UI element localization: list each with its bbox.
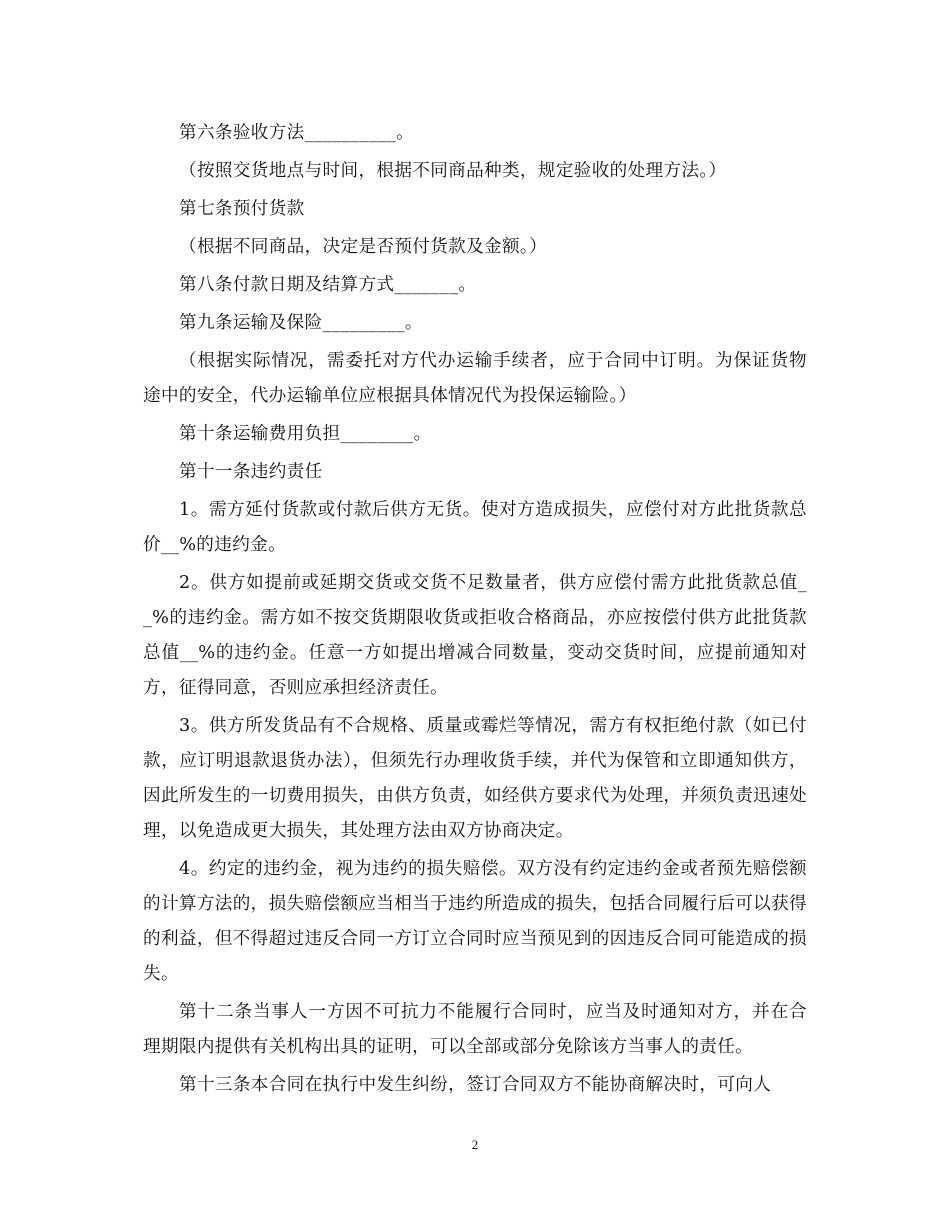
clause-7-prepayment: 第七条预付货款 <box>179 199 305 219</box>
clause-9-transport: 第九条运输及保险_________。 <box>179 313 423 333</box>
clause-6-note: （按照交货地点与时间，根据不同商品种类，规定验收的处理方法。） <box>179 161 727 181</box>
clause-11-item-4: 4。约定的违约金，视为违约的损失赔偿。双方没有约定违约金或者预先赔偿额的计算方法的，损失赔偿额应当相当于违约所造成的损失，包括合同履行后可以获得的利益，但不得超过违反合同一方订立合同时应当预见到的因违反合同可能造成的损失。 <box>143 859 807 984</box>
clause-8-payment: 第八条付款日期及结算方式_______。 <box>179 275 477 295</box>
clause-12-force-majeure: 第十二条当事人一方因不可抗力不能履行合同时，应当及时通知对方，并在合理期限内提供有关机构出具的证明，可以全部或部分免除该方当事人的责任。 <box>143 1002 807 1057</box>
clause-7-note: （根据不同商品，决定是否预付货款及金额。） <box>179 237 548 257</box>
clause-11-item-3: 3。供方所发货品有不合规格、质量或霉烂等情况，需方有权拒绝付款（如已付款，应订明退款退货办法），但须先行办理收货手续，并代为保管和立即通知供方，因此所发生的一切费用损失，由供方负责，如经供方要求代为处理，并须负责迅速处理，以免造成更大损失，其处理方法由双方协商决定。 <box>143 716 807 841</box>
clause-10-freight: 第十条运输费用负担________。 <box>179 424 432 444</box>
clause-13-disputes: 第十三条本合同在执行中发生纠纷，签订合同双方不能协商解决时，可向人 <box>179 1075 772 1095</box>
clause-11-item-1: 1。需方延付货款或付款后供方无货。使对方造成损失，应偿付对方此批货款总价__%的违约金。 <box>143 500 807 555</box>
page-number: 2 <box>471 1137 479 1152</box>
clause-11-liability: 第十一条违约责任 <box>179 462 323 482</box>
clause-11-item-2: 2。供方如提前或延期交货或交货不足数量者，供方应偿付需方此批货款总值__%的违约金。需方如不按交货期限收货或拒收合格商品，亦应按偿付供方此批货款总值__%的违约金。任意一方如提出增减合同数量，变动交货时间，应提前通知对方，征得同意，否则应承担经济责任。 <box>143 573 807 698</box>
clause-9-note: （根据实际情况，需委托对方代办运输手续者，应于合同中订明。为保证货物途中的安全，代办运输单位应根据具体情况代为投保运输险。） <box>143 351 807 406</box>
clause-6-acceptance: 第六条验收方法__________。 <box>179 123 415 143</box>
document-body <box>143 116 807 1106</box>
